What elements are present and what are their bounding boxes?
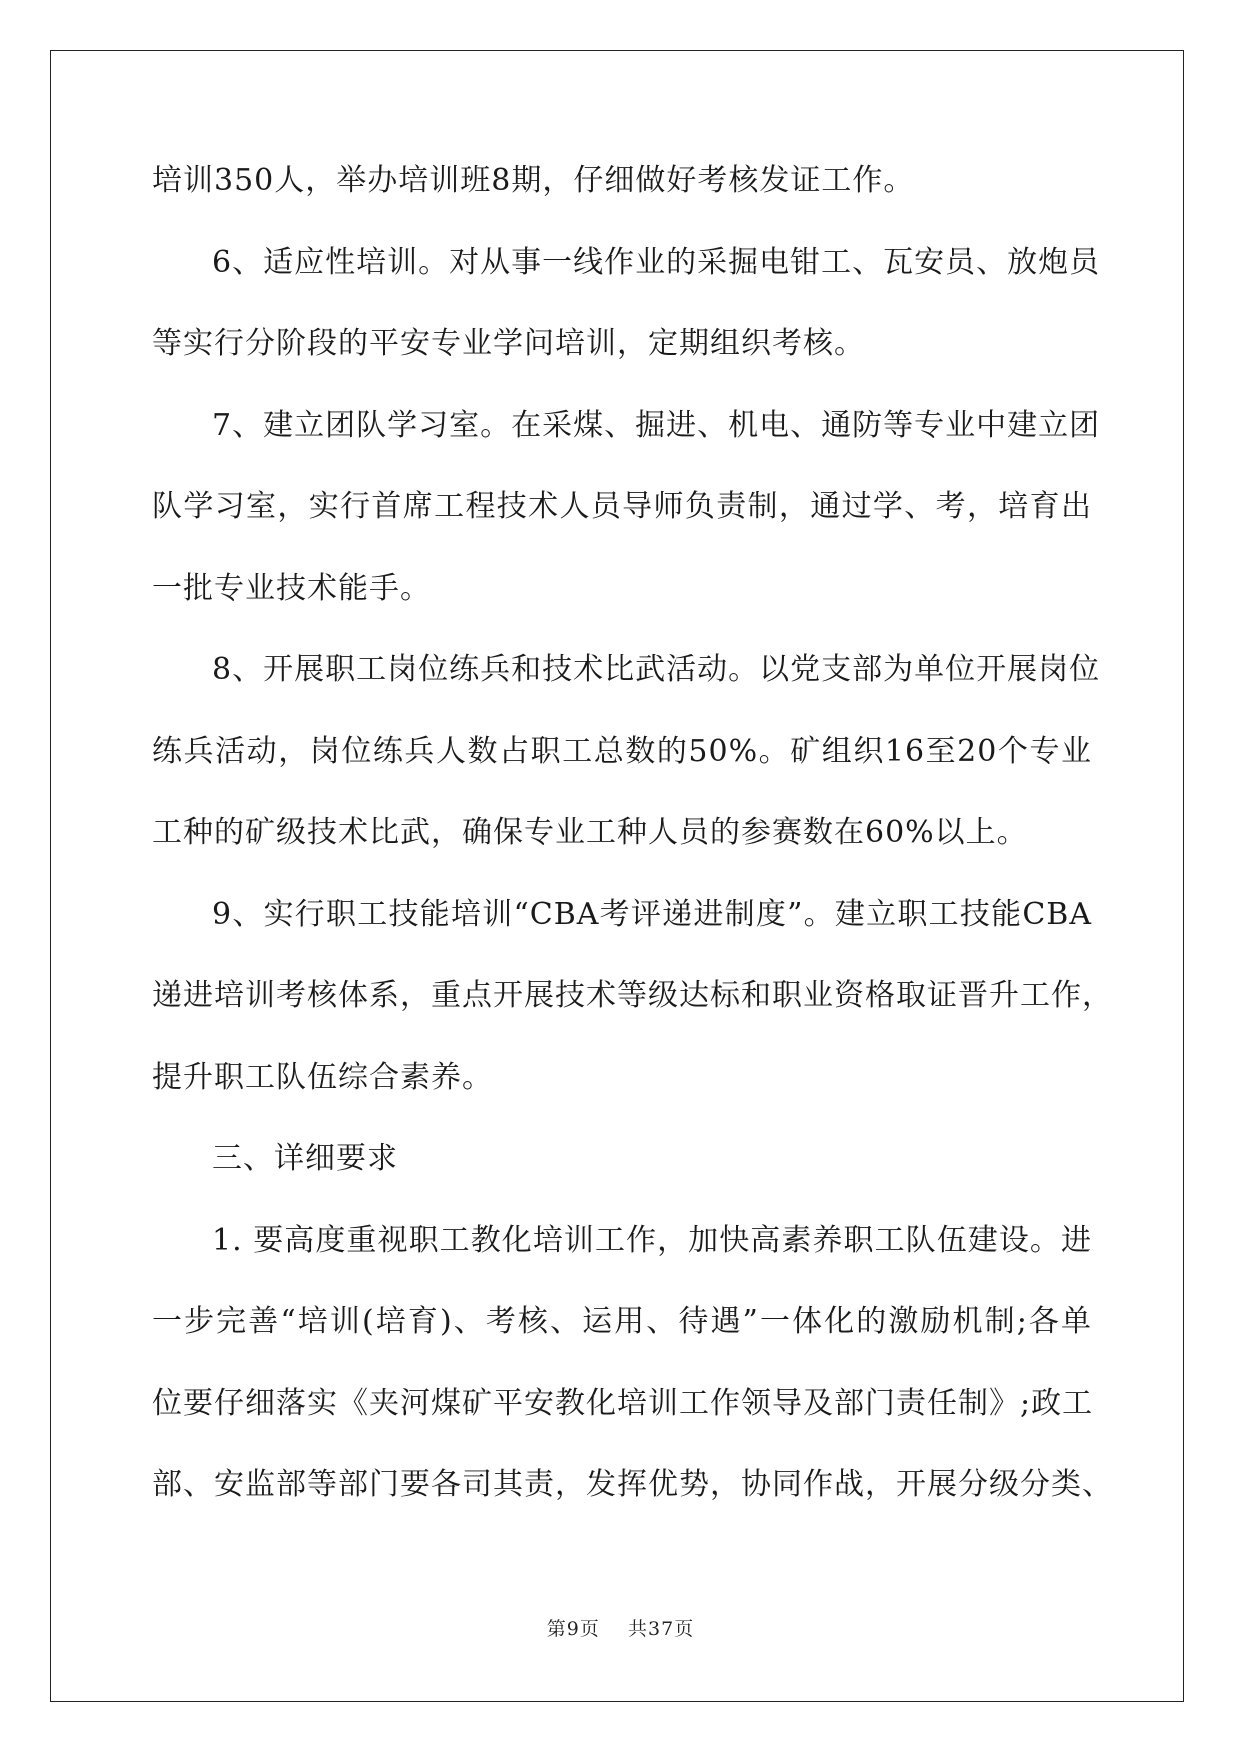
paragraph-line: 工种的矿级技术比武，确保专业工种人员的参赛数在60%以上。 (152, 815, 1028, 850)
paragraph-line: 提升职工队伍综合素养。 (152, 1059, 493, 1095)
document-body (152, 160, 1113, 1546)
paragraph-line: 练兵活动，岗位练兵人数占职工总数的50%。矿组织16至20个专业 (152, 733, 1092, 769)
page-total: 共37页 (628, 1618, 695, 1640)
page-number: 第9页 (546, 1618, 600, 1640)
paragraph-line: 9、实行职工技能培训“CBA考评递进制度”。建立职工技能CBA (212, 896, 1092, 932)
paragraph-line: 等实行分阶段的平安专业学问培训，定期组织考核。 (152, 326, 865, 361)
paragraph-line: 一步完善“培训(培育)、考核、运用、待遇”一体化的激励机制;各单 (152, 1304, 1092, 1339)
paragraph-line: 队学习室，实行首席工程技术人员导师负责制，通过学、考，培育出 (152, 489, 1092, 524)
paragraph-line: 8、开展职工岗位练兵和技术比武活动。以党支部为单位开展岗位 (212, 652, 1101, 687)
paragraph-line: 培训350人，举办培训班8期，仔细做好考核发证工作。 (152, 163, 915, 198)
paragraph-line: 7、建立团队学习室。在采煤、掘进、机电、通防等专业中建立团 (212, 407, 1101, 443)
paragraph-line: 6、适应性培训。对从事一线作业的采掘电钳工、瓦安员、放炮员 (212, 244, 1101, 280)
paragraph-line: 1. 要高度重视职工教化培训工作，加快高素养职工队伍建设。进 (212, 1222, 1092, 1258)
page-footer (0, 1614, 1241, 1641)
paragraph-line: 一批专业技术能手。 (152, 570, 431, 606)
paragraph-line: 位要仔细落实《夹河煤矿平安教化培训工作领导及部门责任制》;政工 (152, 1385, 1094, 1421)
paragraph-line: 递进培训考核体系，重点开展技术等级达标和职业资格取证晋升工作， (152, 978, 1113, 1013)
section-heading: 三、详细要求 (212, 1141, 398, 1176)
paragraph-line: 部、安监部等部门要各司其责，发挥优势，协同作战，开展分级分类、 (152, 1467, 1113, 1502)
